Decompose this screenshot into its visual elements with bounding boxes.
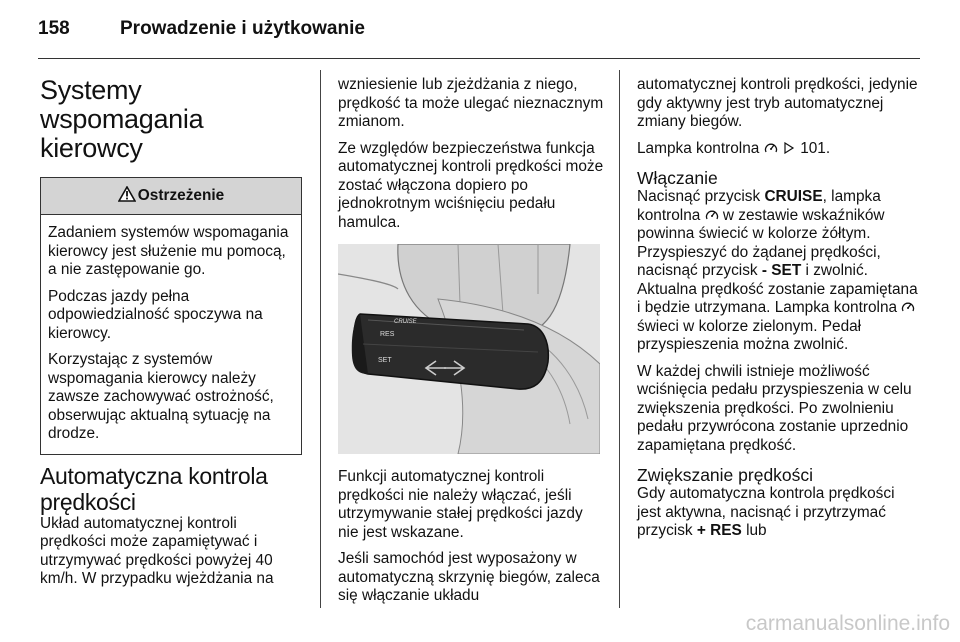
section-title-cruise-control: Automatyczna kontrola prędkości (40, 462, 268, 515)
column-1 (40, 76, 304, 589)
body-paragraph: Jeśli samochód jest wyposażony w automatyczną skrzynię biegów, zaleca się włączanie układu (338, 550, 600, 604)
body-paragraph: Funkcji automatycznej kontroli prędkości nie należy włączać, jeśli utrzymywanie stałej prędkości jazdy nie jest wskazane. (338, 468, 583, 541)
text-span: Lampka kontrolna (637, 139, 760, 157)
button-name-cruise: CRUISE (764, 188, 823, 205)
warning-body (41, 215, 301, 454)
lever-label-set: SET (378, 357, 392, 364)
section-title-driver-assistance: Systemy wspomagania kierowcy (40, 75, 204, 163)
body-paragraph: Układ automatycznej kontroli prędkości może zapamiętywać i utrzymywać prędkości powyżej 40 km/h. W przypadku wjeżdżania na (40, 514, 274, 587)
warning-paragraph: Zadaniem systemów wspomagania kierowcy jest służenie mu pomocą, a nie zastępowanie go. (48, 224, 289, 278)
page-number: 158 (38, 18, 70, 39)
page-reference: 101. (800, 139, 831, 157)
column-divider-2 (619, 70, 620, 608)
column-2 (338, 76, 604, 606)
warning-box (40, 177, 302, 455)
body-paragraph: W każdej chwili istnieje możliwość wciśnięcia pedału przyspieszenia w celu zwiększenia prędkości. Po zwolnieniu pedału przywrócona zostanie uprzednio zapamiętana prędkość. (637, 362, 912, 454)
header-rule (38, 58, 920, 59)
warning-triangle-icon (118, 180, 136, 196)
lever-label-res: RES (380, 331, 395, 338)
button-name-set: - SET (761, 262, 802, 279)
cruise-control-lamp-icon (705, 208, 719, 222)
warning-label: Ostrzeżenie (137, 187, 225, 204)
lever-label-cruise: CRUISE (394, 319, 417, 325)
subsection-title-increasing-speed: Zwiększanie prędkości (637, 465, 814, 485)
page-header (38, 18, 365, 40)
body-paragraph (637, 485, 922, 541)
text-span: świeci w kolorze zielonym. Pedał przyspieszenia można zwolnić. (637, 317, 862, 353)
body-paragraph: wzniesienie lub zjeżdżania z niego, prędkość ta może ulegać nieznacznym zmianom. (338, 76, 604, 130)
watermark: carmanualsonline.info (745, 612, 950, 635)
body-paragraph (637, 140, 922, 159)
text-span: i zwolnić. Aktualna prędkość zostanie zapamiętana i będzie utrzymana. Lampka kontrolna (637, 262, 918, 316)
body-paragraph: automatycznej kontroli prędkości, jedynie gdy aktywny jest tryb automatycznej zmiany biegów. (637, 76, 918, 130)
text-span: lub (746, 522, 767, 539)
cruise-control-lamp-icon (764, 141, 778, 155)
cruise-control-lamp-icon (901, 300, 915, 314)
text-span: w zestawie wskaźników powinna świecić w kolorze żółtym. Przyspieszyć do żądanej prędkości, nacisnąć przycisk (637, 206, 885, 279)
button-name-res: + RES (696, 522, 742, 539)
warning-header (41, 178, 301, 215)
text-span: Nacisnąć przycisk (637, 188, 761, 205)
text-span: , lampka kontrolna (637, 188, 881, 224)
column-3 (637, 76, 922, 541)
body-paragraph: Ze względów bezpieczeństwa funkcja automatycznej kontroli prędkości może zostać włączona dopiero po jednokrotnym wciśnięciu pedału hamulca. (338, 139, 604, 231)
subsection-title-switching-on: Włączanie (637, 168, 718, 188)
warning-paragraph: Podczas jazdy pełna odpowiedzialność spoczywa na kierowcy. (48, 287, 263, 342)
page-reference-icon (783, 141, 795, 153)
chapter-title: Prowadzenie i użytkowanie (120, 18, 365, 39)
text-span: Gdy automatyczna kontrola prędkości jest aktywna, nacisnąć i przytrzymać przycisk (637, 485, 895, 539)
cruise-lever-illustration (338, 244, 600, 454)
warning-paragraph: Korzystając z systemów wspomagania kierowcy należy zawsze zachowywać ostrożność, obserwując aktualną sytuację na drodze. (48, 351, 274, 442)
column-divider-1 (320, 70, 321, 608)
body-paragraph (637, 188, 922, 355)
